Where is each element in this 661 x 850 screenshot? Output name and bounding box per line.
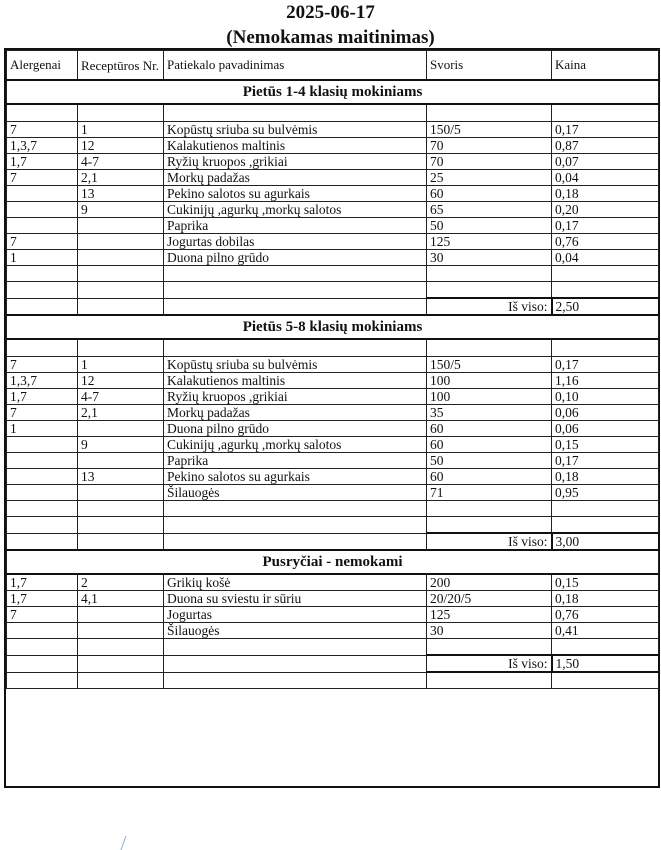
table-row — [7, 234, 659, 250]
cell-allergens — [7, 453, 78, 469]
cell-allergens: 1,7 — [7, 389, 78, 405]
cell-dish: Pekino salotos su agurkais — [164, 186, 427, 202]
cell-weight: 71 — [427, 485, 552, 501]
cell-weight: 20/20/5 — [427, 591, 552, 607]
cell-recipe: 1 — [78, 357, 164, 373]
table-row — [7, 485, 659, 501]
table-row — [7, 373, 659, 389]
table-row — [7, 154, 659, 170]
cell-dish: Jogurtas dobilas — [164, 234, 427, 250]
cell-price: 0,87 — [552, 138, 659, 154]
cell-allergens — [7, 202, 78, 218]
blank-cell — [78, 339, 164, 357]
table-row — [7, 357, 659, 373]
cell-dish: Jogurtas — [164, 607, 427, 623]
cell-recipe: 12 — [78, 138, 164, 154]
blank-cell — [427, 339, 552, 357]
empty-cell — [7, 639, 78, 656]
section-title: Pietūs 5-8 klasių mokiniams — [7, 315, 659, 339]
column-header-price: Kaina — [552, 51, 659, 81]
cell-price: 0,17 — [552, 357, 659, 373]
cell-price: 0,04 — [552, 250, 659, 266]
cell-price: 0,95 — [552, 485, 659, 501]
cell-weight: 25 — [427, 170, 552, 186]
blank-cell — [164, 104, 427, 122]
cell-weight: 50 — [427, 453, 552, 469]
cell-allergens: 1 — [7, 421, 78, 437]
blank-row — [7, 104, 659, 122]
cell-dish: Cukinijų ,agurkų ,morkų salotos — [164, 437, 427, 453]
empty-row — [7, 672, 659, 689]
table-row — [7, 623, 659, 639]
cell-recipe: 2 — [78, 574, 164, 591]
cell-price: 0,17 — [552, 453, 659, 469]
cell-price: 0,18 — [552, 591, 659, 607]
empty-cell — [78, 298, 164, 315]
total-label: Iš viso: — [427, 655, 552, 672]
column-header-weight: Svoris — [427, 51, 552, 81]
cell-recipe: 13 — [78, 186, 164, 202]
cell-allergens: 7 — [7, 122, 78, 138]
empty-cell — [7, 517, 78, 534]
section-title-row — [7, 315, 659, 339]
empty-cell — [552, 282, 659, 299]
empty-cell — [164, 282, 427, 299]
cell-dish: Duona pilno grūdo — [164, 421, 427, 437]
table-row — [7, 170, 659, 186]
pen-mark — [120, 836, 134, 850]
cell-allergens — [7, 623, 78, 639]
cell-dish: Šilauogės — [164, 623, 427, 639]
blank-cell — [7, 339, 78, 357]
table-row — [7, 405, 659, 421]
empty-cell — [552, 501, 659, 517]
empty-cell — [427, 266, 552, 282]
cell-price: 0,15 — [552, 437, 659, 453]
empty-cell — [552, 266, 659, 282]
cell-weight: 70 — [427, 138, 552, 154]
menu-date: 2025-06-17 — [286, 2, 375, 23]
empty-cell — [552, 672, 659, 689]
cell-allergens: 7 — [7, 234, 78, 250]
total-row — [7, 655, 659, 672]
table-row — [7, 202, 659, 218]
empty-cell — [427, 672, 552, 689]
cell-price: 0,18 — [552, 469, 659, 485]
cell-allergens: 1,3,7 — [7, 373, 78, 389]
cell-weight: 150/5 — [427, 357, 552, 373]
empty-cell — [78, 501, 164, 517]
blank-row — [7, 339, 659, 357]
cell-recipe — [78, 485, 164, 501]
total-row — [7, 533, 659, 550]
cell-weight: 60 — [427, 469, 552, 485]
menu-table-body — [7, 51, 659, 689]
cell-dish: Grikių košė — [164, 574, 427, 591]
table-row — [7, 421, 659, 437]
cell-allergens — [7, 469, 78, 485]
total-label: Iš viso: — [427, 533, 552, 550]
empty-cell — [7, 282, 78, 299]
cell-price: 0,17 — [552, 122, 659, 138]
empty-row — [7, 517, 659, 534]
cell-dish: Ryžių kruopos ,grikiai — [164, 389, 427, 405]
section-title: Pietūs 1-4 klasių mokiniams — [7, 80, 659, 104]
table-row — [7, 437, 659, 453]
cell-price: 0,76 — [552, 607, 659, 623]
cell-price: 0,15 — [552, 574, 659, 591]
cell-weight: 60 — [427, 437, 552, 453]
empty-cell — [78, 655, 164, 672]
table-row — [7, 591, 659, 607]
cell-allergens — [7, 437, 78, 453]
empty-cell — [164, 639, 427, 656]
total-label: Iš viso: — [427, 298, 552, 315]
table-row — [7, 389, 659, 405]
menu-sheet — [4, 48, 660, 788]
empty-cell — [427, 282, 552, 299]
total-row — [7, 298, 659, 315]
table-row — [7, 607, 659, 623]
column-header-dish: Patiekalo pavadinimas — [164, 51, 427, 81]
cell-dish: Morkų padažas — [164, 405, 427, 421]
cell-weight: 125 — [427, 234, 552, 250]
blank-cell — [427, 104, 552, 122]
table-row — [7, 122, 659, 138]
cell-weight: 60 — [427, 186, 552, 202]
cell-price: 0,06 — [552, 421, 659, 437]
cell-dish: Morkų padažas — [164, 170, 427, 186]
empty-cell — [78, 282, 164, 299]
empty-cell — [7, 298, 78, 315]
table-row — [7, 138, 659, 154]
empty-cell — [7, 672, 78, 689]
empty-cell — [164, 501, 427, 517]
cell-recipe: 9 — [78, 202, 164, 218]
empty-cell — [552, 639, 659, 656]
cell-weight: 35 — [427, 405, 552, 421]
cell-weight: 30 — [427, 250, 552, 266]
total-value: 2,50 — [552, 298, 659, 315]
cell-weight: 70 — [427, 154, 552, 170]
cell-price: 0,17 — [552, 218, 659, 234]
cell-dish: Šilauogės — [164, 485, 427, 501]
empty-cell — [164, 517, 427, 534]
cell-price: 1,16 — [552, 373, 659, 389]
column-header-row — [7, 51, 659, 81]
cell-recipe — [78, 623, 164, 639]
cell-weight: 30 — [427, 623, 552, 639]
table-row — [7, 186, 659, 202]
empty-cell — [552, 517, 659, 534]
cell-recipe — [78, 234, 164, 250]
empty-cell — [78, 266, 164, 282]
cell-dish: Pekino salotos su agurkais — [164, 469, 427, 485]
empty-cell — [427, 501, 552, 517]
cell-price: 0,04 — [552, 170, 659, 186]
empty-row — [7, 501, 659, 517]
cell-recipe — [78, 607, 164, 623]
cell-recipe — [78, 453, 164, 469]
table-row — [7, 469, 659, 485]
cell-weight: 60 — [427, 421, 552, 437]
cell-price: 0,06 — [552, 405, 659, 421]
cell-recipe: 4,1 — [78, 591, 164, 607]
empty-cell — [427, 517, 552, 534]
section-title: Pusryčiai - nemokami — [7, 550, 659, 574]
empty-cell — [7, 266, 78, 282]
empty-cell — [78, 517, 164, 534]
empty-cell — [164, 266, 427, 282]
cell-allergens — [7, 186, 78, 202]
section-title-row — [7, 550, 659, 574]
total-value: 3,00 — [552, 533, 659, 550]
cell-allergens: 7 — [7, 607, 78, 623]
cell-recipe: 2,1 — [78, 170, 164, 186]
menu-table — [6, 50, 660, 689]
cell-dish: Duona pilno grūdo — [164, 250, 427, 266]
cell-recipe: 13 — [78, 469, 164, 485]
blank-cell — [164, 339, 427, 357]
cell-dish: Cukinijų ,agurkų ,morkų salotos — [164, 202, 427, 218]
cell-dish: Kopūstų sriuba su bulvėmis — [164, 357, 427, 373]
empty-cell — [78, 533, 164, 550]
cell-allergens: 1,3,7 — [7, 138, 78, 154]
cell-dish: Kalakutienos maltinis — [164, 373, 427, 389]
empty-cell — [7, 501, 78, 517]
cell-dish: Duona su sviestu ir sūriu — [164, 591, 427, 607]
cell-dish: Kopūstų sriuba su bulvėmis — [164, 122, 427, 138]
cell-weight: 100 — [427, 389, 552, 405]
cell-recipe: 2,1 — [78, 405, 164, 421]
cell-price: 0,20 — [552, 202, 659, 218]
cell-recipe — [78, 250, 164, 266]
cell-allergens: 1,7 — [7, 154, 78, 170]
cell-recipe: 12 — [78, 373, 164, 389]
cell-weight: 150/5 — [427, 122, 552, 138]
cell-allergens: 1,7 — [7, 591, 78, 607]
cell-recipe: 9 — [78, 437, 164, 453]
table-row — [7, 453, 659, 469]
table-row — [7, 574, 659, 591]
cell-dish: Paprika — [164, 218, 427, 234]
section-title-row — [7, 80, 659, 104]
cell-weight: 50 — [427, 218, 552, 234]
cell-recipe: 4-7 — [78, 154, 164, 170]
cell-price: 0,18 — [552, 186, 659, 202]
cell-weight: 65 — [427, 202, 552, 218]
empty-row — [7, 282, 659, 299]
cell-weight: 125 — [427, 607, 552, 623]
empty-cell — [78, 639, 164, 656]
blank-cell — [78, 104, 164, 122]
cell-recipe — [78, 218, 164, 234]
blank-cell — [552, 339, 659, 357]
blank-cell — [552, 104, 659, 122]
empty-cell — [7, 655, 78, 672]
empty-cell — [164, 298, 427, 315]
cell-price: 0,76 — [552, 234, 659, 250]
cell-price: 0,07 — [552, 154, 659, 170]
empty-cell — [164, 672, 427, 689]
column-header-allergens: Alergenai — [7, 51, 78, 81]
column-header-recipe: Receptūros Nr. — [78, 51, 164, 81]
cell-allergens: 7 — [7, 405, 78, 421]
table-row — [7, 250, 659, 266]
cell-allergens: 1 — [7, 250, 78, 266]
cell-recipe — [78, 421, 164, 437]
menu-subtitle: (Nemokamas maitinimas) — [226, 27, 435, 48]
cell-recipe: 1 — [78, 122, 164, 138]
cell-allergens: 7 — [7, 357, 78, 373]
cell-allergens: 7 — [7, 170, 78, 186]
cell-price: 0,10 — [552, 389, 659, 405]
empty-row — [7, 639, 659, 656]
cell-allergens: 1,7 — [7, 574, 78, 591]
cell-dish: Ryžių kruopos ,grikiai — [164, 154, 427, 170]
cell-price: 0,41 — [552, 623, 659, 639]
empty-cell — [164, 655, 427, 672]
table-row — [7, 218, 659, 234]
empty-cell — [7, 533, 78, 550]
cell-recipe: 4-7 — [78, 389, 164, 405]
empty-row — [7, 266, 659, 282]
empty-cell — [427, 639, 552, 656]
cell-allergens — [7, 485, 78, 501]
blank-cell — [7, 104, 78, 122]
cell-weight: 100 — [427, 373, 552, 389]
cell-dish: Kalakutienos maltinis — [164, 138, 427, 154]
cell-weight: 200 — [427, 574, 552, 591]
cell-allergens — [7, 218, 78, 234]
empty-cell — [164, 533, 427, 550]
empty-cell — [78, 672, 164, 689]
cell-dish: Paprika — [164, 453, 427, 469]
total-value: 1,50 — [552, 655, 659, 672]
